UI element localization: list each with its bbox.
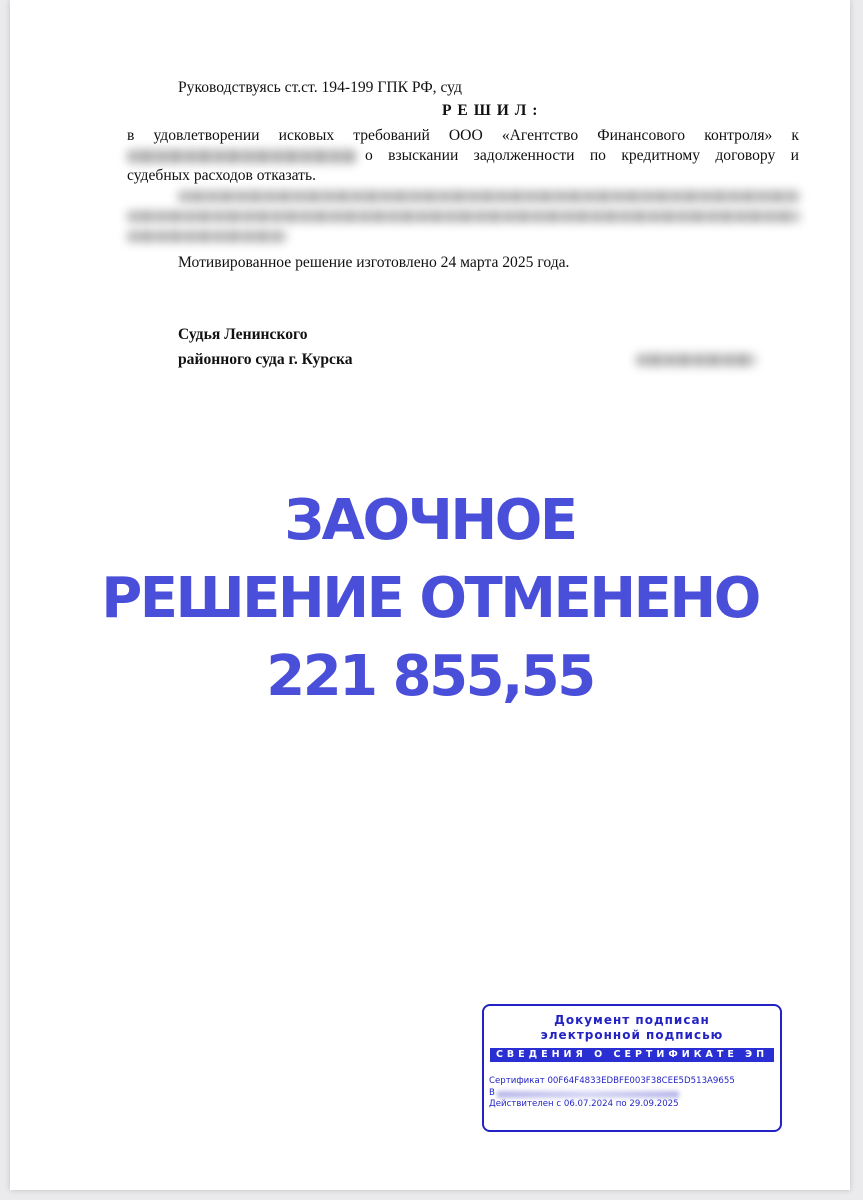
decision-body-line-2: о взыскании задолженности по кредитному договору и — [365, 147, 799, 164]
judge-title-line-2: районного суда г. Курска — [178, 351, 353, 368]
decision-body-line-3: судебных расходов отказать. — [127, 167, 316, 184]
stamp-certificate-number: Сертификат 00F64F4833EDBFE003F38CEE5D513A9655 — [489, 1076, 735, 1086]
redacted-owner-name — [497, 1091, 679, 1098]
decision-body-line-1: в удовлетворении исковых требований ООО «Агентство Финансового контроля» к — [127, 127, 799, 144]
redacted-paragraph-line — [178, 191, 800, 202]
stamp-title-line-1: Документ подписан — [554, 1013, 710, 1027]
motivated-decision-line: Мотивированное решение изготовлено 24 марта 2025 года. — [178, 254, 570, 271]
redacted-judge-name — [636, 354, 756, 366]
overlay-line-decision-cancelled: РЕШЕНИЕ ОТМЕНЕНО — [101, 566, 759, 631]
stamp-title-line-2: электронной подписью — [540, 1028, 724, 1042]
overlay-amount: 221 855,55 — [266, 644, 594, 709]
document-page — [10, 0, 850, 1190]
stamp-validity: Действителен с 06.07.2024 по 29.09.2025 — [489, 1099, 679, 1109]
stamp-owner-line — [489, 1088, 780, 1100]
redacted-paragraph-line — [127, 211, 800, 222]
stamp-owner-prefix: В — [489, 1087, 495, 1098]
overlay-line-default-judgment: ЗАОЧНОЕ — [284, 488, 576, 553]
decided-heading: Р Е Ш И Л : — [442, 102, 539, 119]
stamp-certificate-bar: СВЕДЕНИЯ О СЕРТИФИКАТЕ ЭП — [490, 1048, 774, 1062]
judge-title-line-1: Судья Ленинского — [178, 326, 308, 343]
redacted-defendant-name — [127, 150, 357, 163]
electronic-signature-stamp — [482, 1004, 782, 1132]
redacted-paragraph-line — [127, 231, 287, 242]
legal-basis-line: Руководствуясь ст.ст. 194-199 ГПК РФ, суд — [178, 79, 462, 96]
